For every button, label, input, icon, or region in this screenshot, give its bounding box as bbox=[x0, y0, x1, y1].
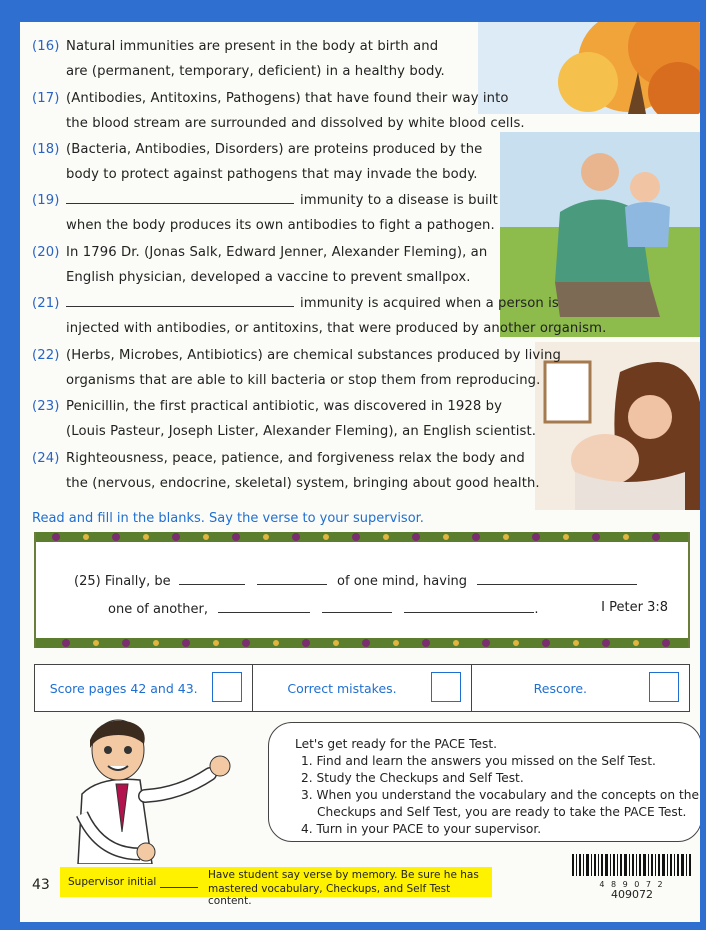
question-number: (19) bbox=[32, 193, 60, 208]
verse-text: of one mind, having bbox=[337, 574, 468, 589]
bubble-item: 1. Find and learn the answers you missed on the Self Test. bbox=[301, 754, 656, 768]
page-number: 43 bbox=[32, 877, 50, 893]
question-23 bbox=[32, 394, 552, 444]
verse-blank-3[interactable] bbox=[477, 572, 637, 585]
question-text: body to protect against pathogens that may invade the body. bbox=[66, 167, 478, 182]
supervisor-note-bar bbox=[60, 867, 492, 907]
score-strip bbox=[34, 664, 690, 712]
question-text: In 1796 Dr. (Jonas Salk, Edward Jenner, Alexander Fleming), an bbox=[66, 245, 488, 260]
question-number: (16) bbox=[32, 39, 60, 54]
verse-reference: I Peter 3:8 bbox=[601, 600, 668, 615]
question-19 bbox=[32, 188, 512, 238]
answer-blank-21[interactable] bbox=[66, 294, 294, 307]
question-text: injected with antibodies, or antitoxins, that were produced by another organism. bbox=[66, 321, 607, 336]
question-number: (20) bbox=[32, 245, 60, 260]
question-text: (Bacteria, Antibodies, Disorders) are proteins produced by the bbox=[66, 142, 483, 157]
supervisor-note: Have student say verse by memory. Be sure he has bbox=[208, 869, 479, 881]
score-cell-2 bbox=[253, 665, 471, 711]
question-text: immunity to a disease is built bbox=[300, 193, 498, 208]
supervisor-note: mastered vocabulary, Checkups, and Self Test content. bbox=[208, 883, 451, 907]
supervisor-initial-blank[interactable] bbox=[160, 875, 198, 888]
question-text: are (permanent, temporary, deficient) in a healthy body. bbox=[66, 64, 445, 79]
cartoon-boy-icon bbox=[60, 714, 260, 864]
question-text: the (nervous, endocrine, skeletal) system, bringing about good health. bbox=[66, 476, 540, 491]
question-24 bbox=[32, 446, 552, 496]
question-text: (Antibodies, Antitoxins, Pathogens) that have found their way into bbox=[66, 91, 509, 106]
bubble-item: Checkups and Self Test, you are ready to take the PACE Test. bbox=[317, 805, 687, 819]
vine-border-bottom-icon bbox=[36, 638, 688, 648]
supervisor-initial-label: Supervisor initial bbox=[68, 876, 157, 888]
question-text: Righteousness, peace, patience, and forgiveness relax the body and bbox=[66, 451, 525, 466]
question-text: English physician, developed a vaccine to prevent smallpox. bbox=[66, 270, 471, 285]
question-text: the blood stream are surrounded and dissolved by white blood cells. bbox=[66, 116, 525, 131]
question-text: Penicillin, the first practical antibiotic, was discovered in 1928 by bbox=[66, 399, 502, 414]
question-16 bbox=[32, 34, 462, 84]
verse-blank-1[interactable] bbox=[179, 572, 245, 585]
score-checkbox-1[interactable] bbox=[212, 672, 242, 702]
score-label: Score pages 42 and 43. bbox=[49, 680, 198, 696]
bubble-item: 4. Turn in your PACE to your supervisor. bbox=[301, 822, 542, 836]
question-17 bbox=[32, 86, 572, 136]
score-label: Rescore. bbox=[533, 680, 588, 696]
verse-line-2: one of another, . I Peter 3:8 bbox=[108, 600, 668, 617]
verse-line-1 bbox=[74, 572, 637, 589]
verse-blank-4[interactable] bbox=[218, 600, 310, 613]
answer-blank-19[interactable] bbox=[66, 191, 294, 204]
score-checkbox-2[interactable] bbox=[431, 672, 461, 702]
question-text: (Louis Pasteur, Joseph Lister, Alexander Fleming), an English scientist. bbox=[66, 424, 537, 439]
score-checkbox-3[interactable] bbox=[649, 672, 679, 702]
memory-verse-box bbox=[34, 532, 690, 648]
bubble-item: 3. When you understand the vocabulary and the concepts on the bbox=[301, 788, 699, 802]
question-18 bbox=[32, 137, 512, 187]
section-instruction: Read and fill in the blanks. Say the verse to your supervisor. bbox=[32, 511, 424, 526]
question-text: immunity is acquired when a person is bbox=[300, 296, 559, 311]
score-label: Correct mistakes. bbox=[287, 680, 397, 696]
question-number: (17) bbox=[32, 91, 60, 106]
question-21 bbox=[32, 291, 612, 341]
question-number: (22) bbox=[32, 348, 60, 363]
vine-border-top-icon bbox=[36, 532, 688, 542]
verse-text: Finally, be bbox=[104, 574, 171, 589]
question-text: when the body produces its own antibodies to fight a pathogen. bbox=[66, 218, 495, 233]
verse-blank-6[interactable] bbox=[404, 600, 534, 613]
question-number: (21) bbox=[32, 296, 60, 311]
barcode-icon bbox=[572, 854, 692, 876]
question-text: (Herbs, Microbes, Antibiotics) are chemical substances produced by living bbox=[66, 348, 561, 363]
score-cell-1 bbox=[35, 665, 253, 711]
verse-blank-2[interactable] bbox=[257, 572, 327, 585]
question-number: (18) bbox=[32, 142, 60, 157]
question-22 bbox=[32, 343, 572, 393]
question-text: organisms that are able to kill bacteria or stop them from reproducing. bbox=[66, 373, 541, 388]
speech-bubble bbox=[268, 722, 700, 842]
bubble-item: 2. Study the Checkups and Self Test. bbox=[301, 771, 524, 785]
question-number: (24) bbox=[32, 451, 60, 466]
verse-number: (25) bbox=[74, 574, 101, 589]
question-number: (23) bbox=[32, 399, 60, 414]
question-text: Natural immunities are present in the body at birth and bbox=[66, 39, 439, 54]
question-20 bbox=[32, 240, 522, 290]
workbook-page bbox=[20, 22, 700, 922]
verse-text: one of another, bbox=[108, 602, 208, 617]
barcode bbox=[572, 854, 692, 901]
verse-blank-5[interactable] bbox=[322, 600, 392, 613]
barcode-digits: 4 8 9 0 7 2 bbox=[599, 880, 665, 889]
barcode-number: 409072 bbox=[611, 888, 653, 901]
bubble-intro: Let's get ready for the PACE Test. bbox=[295, 737, 498, 751]
score-cell-3 bbox=[472, 665, 689, 711]
